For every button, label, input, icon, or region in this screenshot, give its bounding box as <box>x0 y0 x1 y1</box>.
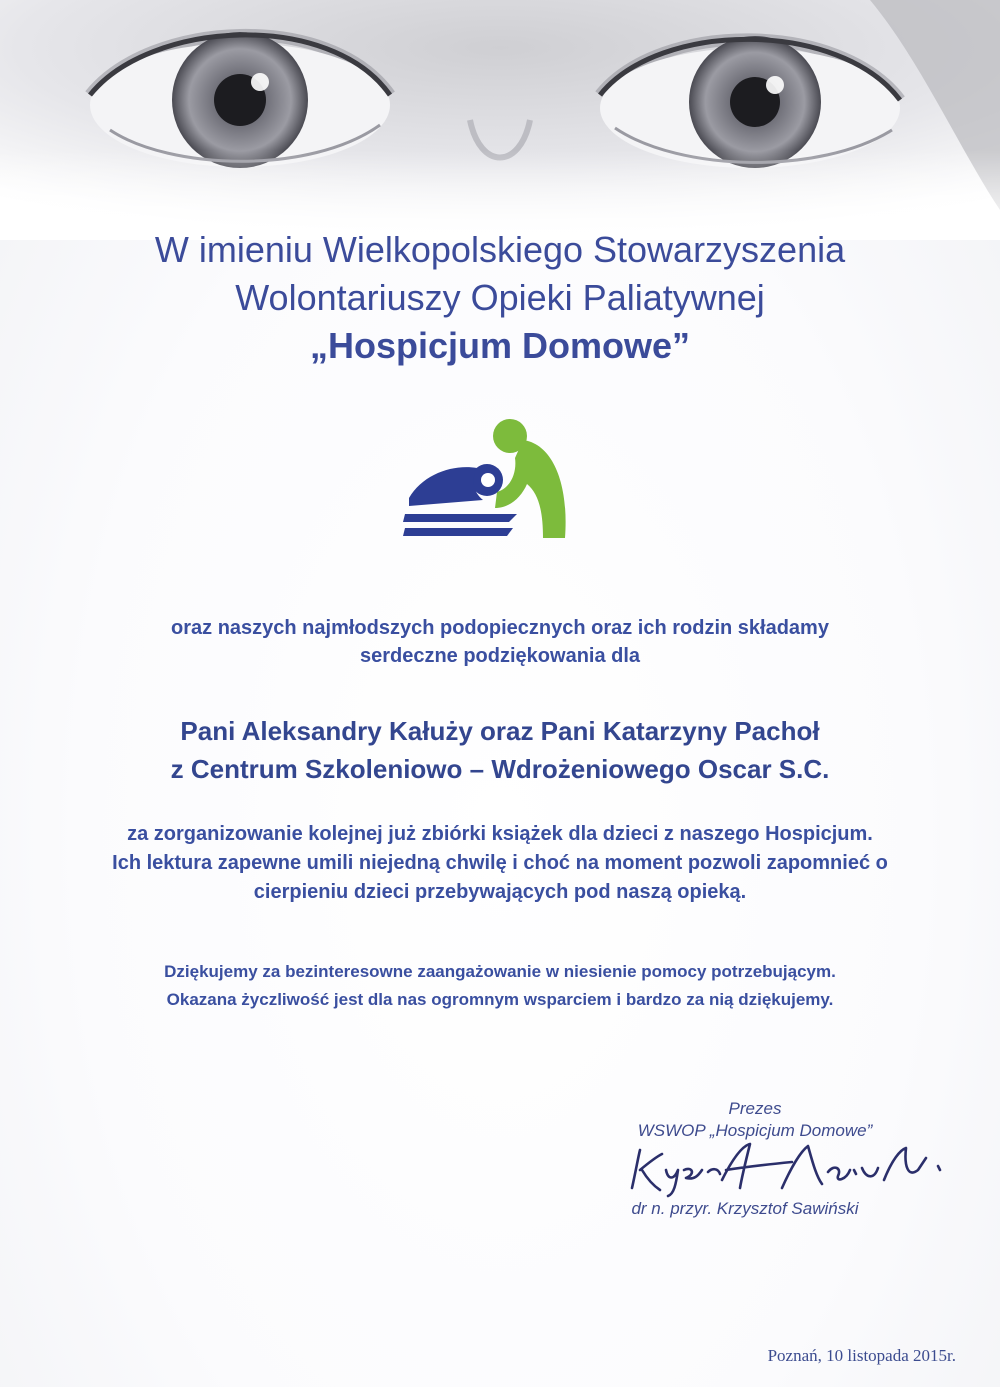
signatory-title: Prezes <box>728 1099 782 1118</box>
recipients-text <box>0 712 1000 788</box>
thanks-text <box>0 958 1000 1014</box>
recipients-line-1: Pani Aleksandry Kałuży oraz Pani Katarzyny Pachoł <box>180 716 820 746</box>
signatory-organization: WSWOP „Hospicjum Domowe” <box>637 1121 873 1140</box>
thanks-line-2: Okazana życzliwość jest dla nas ogromnym wsparciem i bardzo za nią dziękujemy. <box>166 990 834 1009</box>
intro-line-1: oraz naszych najmłodszych podopiecznych oraz ich rodzin składamy <box>171 617 829 639</box>
intro-line-2: serdeczne podziękowania dla <box>359 645 641 667</box>
heading-line-2: Wolontariuszy Opieki Paliatywnej <box>235 277 765 318</box>
handwritten-signature <box>622 1140 952 1198</box>
reason-text <box>0 820 1000 907</box>
thanks-line-1: Dziękujemy za bezinteresowne zaangażowanie w niesienie pomocy potrzebującym. <box>164 962 836 981</box>
signatory-name: dr n. przyr. Krzysztof Sawiński <box>631 1199 859 1218</box>
reason-line-2: Ich lektura zapewne umili niejedną chwilę i choć na moment pozwoli zapomnieć o <box>112 852 888 874</box>
reason-line-3: cierpieniu dzieci przebywających pod naszą opieką. <box>253 881 747 903</box>
place-and-date: Poznań, 10 listopada 2015r. <box>767 1346 956 1365</box>
hospice-care-logo-icon <box>403 414 573 540</box>
intro-text <box>0 614 1000 670</box>
reason-line-1: za zorganizowanie kolejnej już zbiórki książek dla dzieci z naszego Hospicjum. <box>127 823 873 845</box>
eyes-header-image <box>0 0 1000 240</box>
recipients-line-2: z Centrum Szkoleniowo – Wdrożeniowego Oscar S.C. <box>170 754 830 784</box>
certificate-heading <box>0 226 1000 370</box>
organization-name: „Hospicjum Domowe” <box>309 325 691 366</box>
heading-line-1: W imieniu Wielkopolskiego Stowarzyszenia <box>154 229 846 270</box>
